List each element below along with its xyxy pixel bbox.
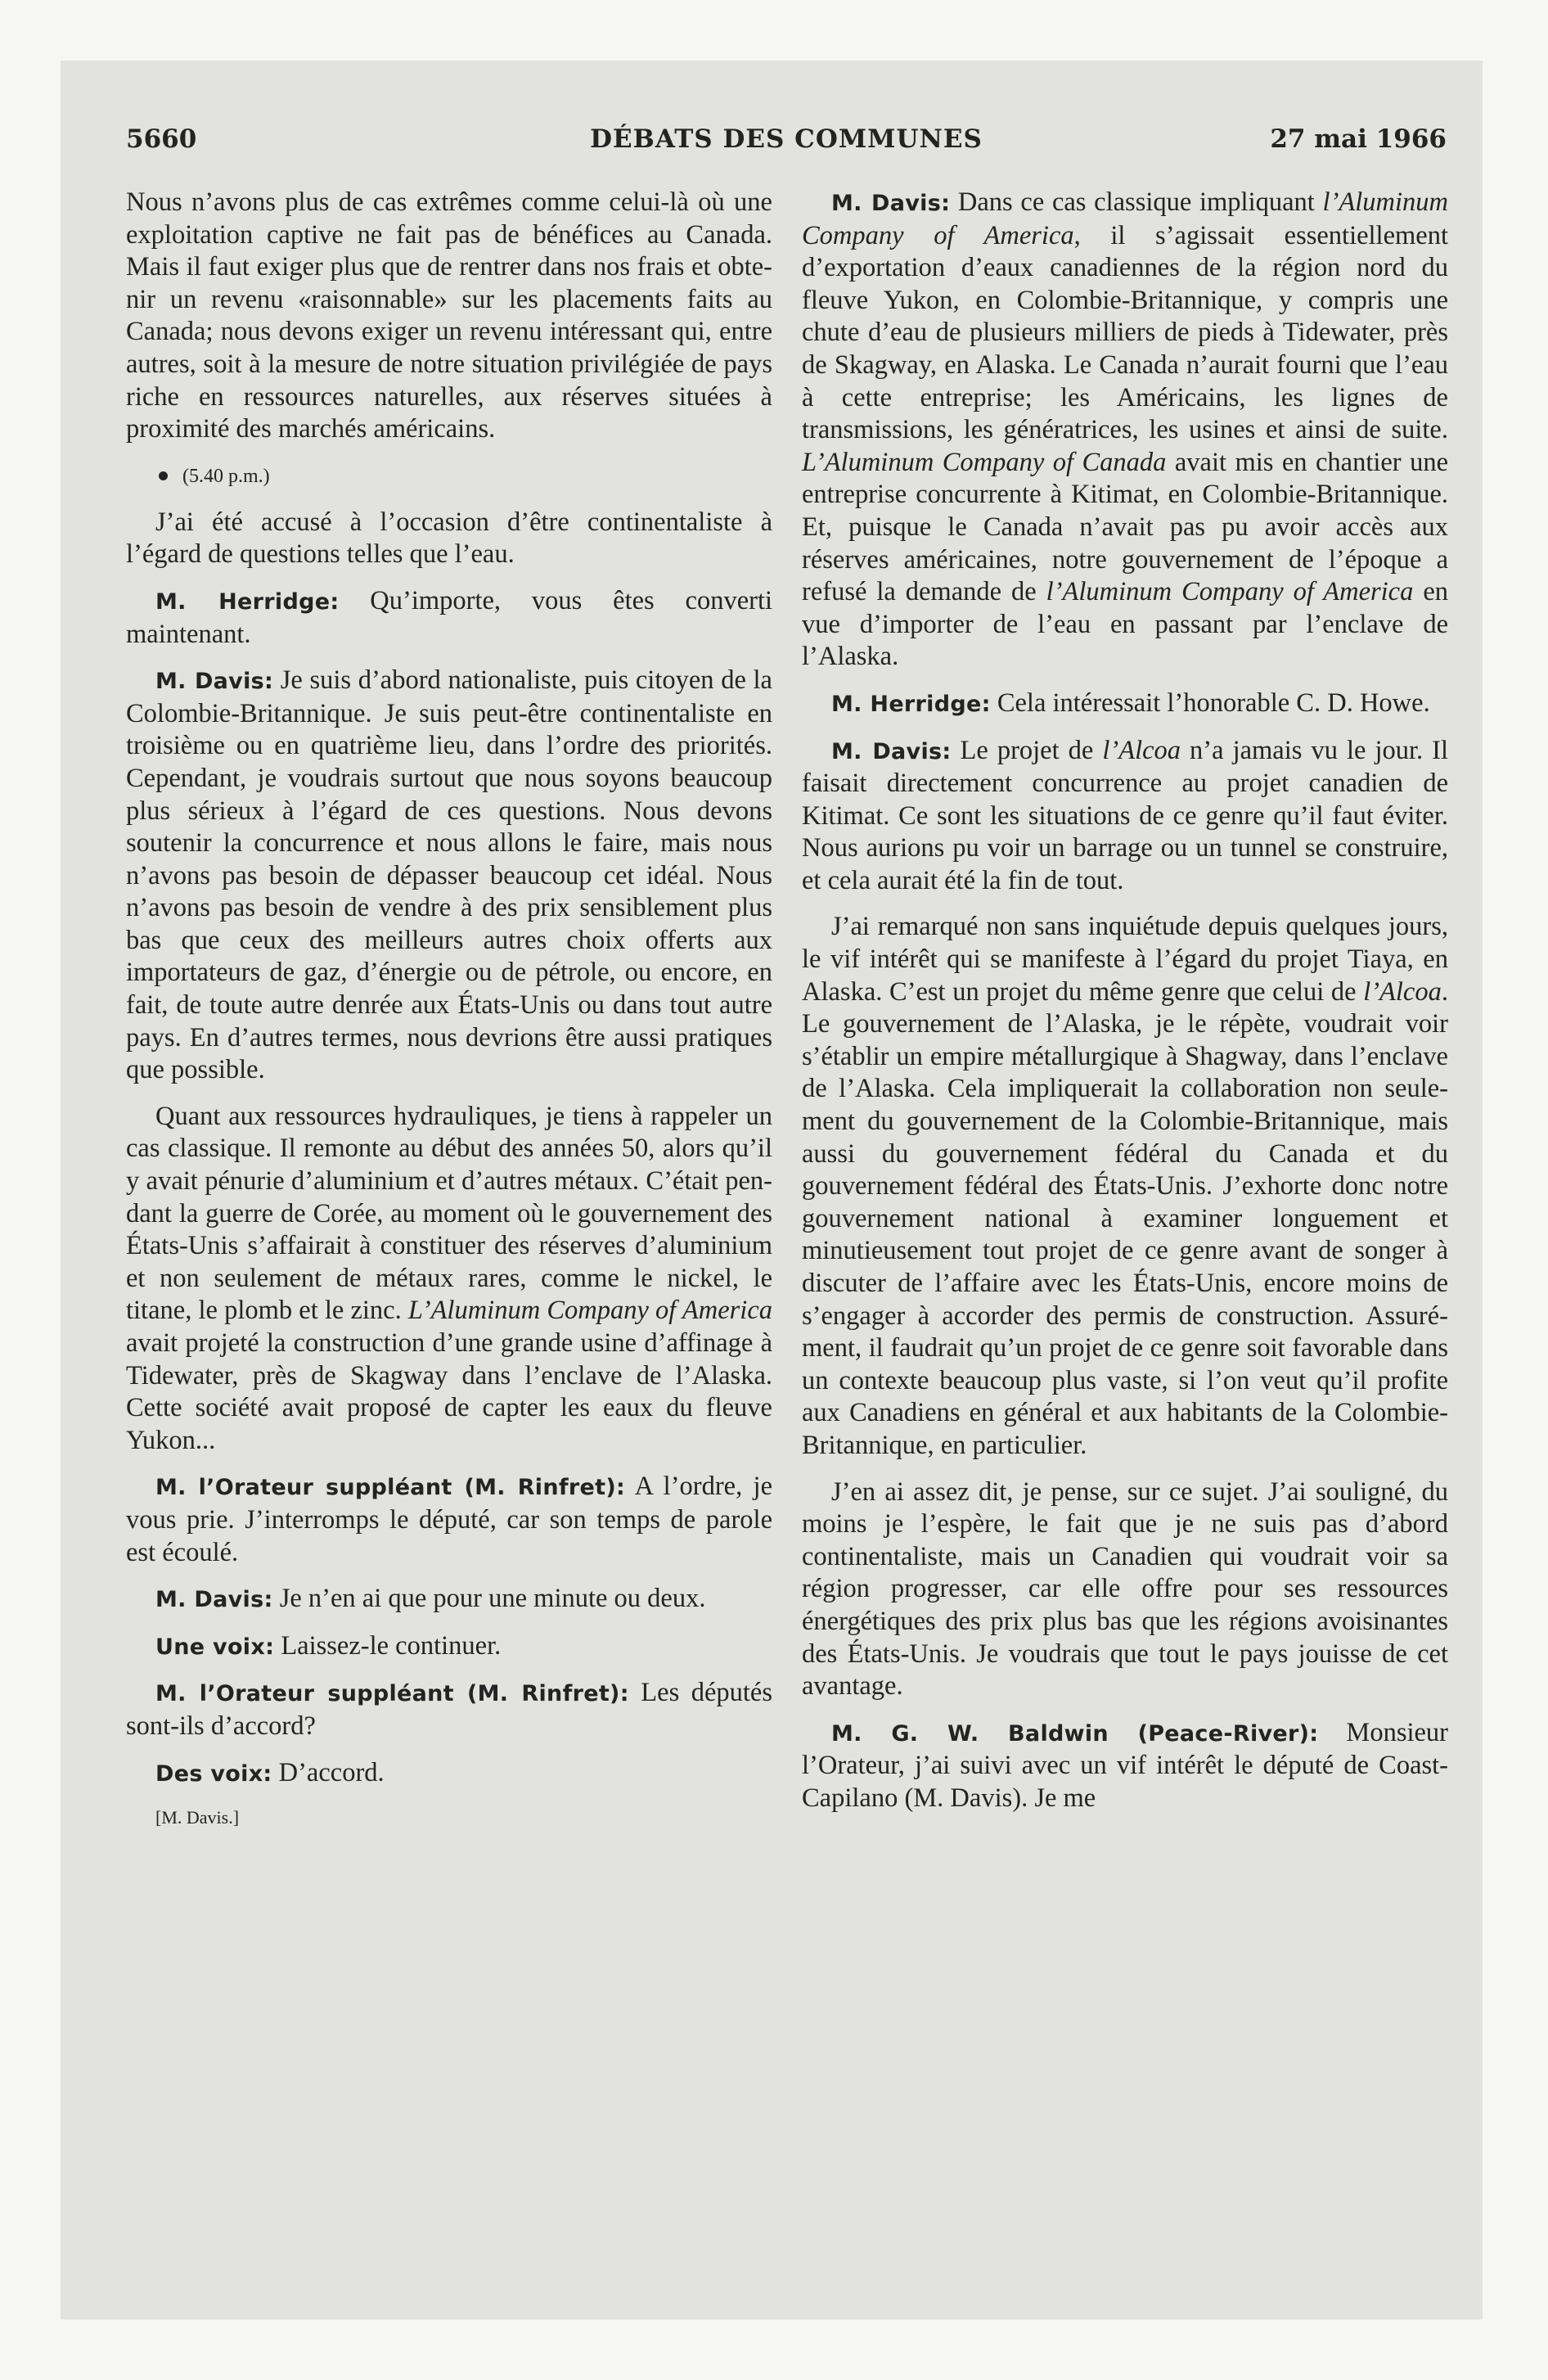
speaker-name: Une voix: xyxy=(155,1634,275,1660)
speech-text: Je suis d’abord nationaliste, puis citoyen de la Colombie-Britannique. Je suis peut-être continentaliste en troisième ou en quatrième lieu, dans l’ordre des priorités. Cependant, je voudrais surtout que nous soyons beaucoup plus sérieux à l’égard de ces questions. Nous devons soutenir la concurrence et nous allons le faire, mais nous n’avons pas besoin de dépasser beaucoup cet idéal. Nous n’avons pas besoin de vendre à des prix sensiblement plus bas que ceux des meilleurs autres choix offerts aux importateurs de gaz, d’énergie ou de pétrole, ou encore, en fait, de toute autre denrée aux États-Unis ou dans tout autre pays. En d’autres termes, nous devrions être aussi pratiques que possible. xyxy=(126,665,772,1085)
page-header xyxy=(126,123,1447,159)
company-name: l’Aluminum Company of America xyxy=(802,187,1449,250)
speech-text: Qu’importe, vous êtes converti maintenant. xyxy=(126,585,773,649)
paragraph: Nous n’avons plus de cas extrêmes comme celui-là où une exploitation captive ne fait pas de bénéfices au Canada. Mais il faut exiger plus que de rentrer dans nos frais et obtenir un revenu «raisonnable» sur les placements faits au Canada; nous devons exiger un revenu intéressant qui, entre autres, soit à la mesure de notre situation privilégiée de pays riche en ressources naturelles, aux réserves situées à proximité des marchés américains. xyxy=(126,187,772,444)
speech-text: A l’ordre, je vous prie. J’interromps le député, car son temps de parole est écoulé. xyxy=(126,1472,772,1567)
speech-text: en vue d’importer de l’eau en passant par l’enclave de l’Alaska. xyxy=(802,577,1448,672)
paragraph: J’en ai assez dit, je pense, sur ce sujet. J’ai souligné, du moins je l’espère, le fait que je ne suis pas d’abord continentaliste, mais un Canadien qui voudrait voir sa région progresser, car elle offre pour ses ressources énergétiques des prix plus bas que les régions avoisinantes des États-Unis. Je voudrais que tout le pays jouisse de cet avantage. xyxy=(802,1476,1448,1702)
speech-text: D’accord. xyxy=(278,1757,385,1787)
speech-des-voix xyxy=(126,1757,772,1791)
speaker-name: M. Herridge: xyxy=(831,691,991,717)
speaker-name: M. Davis: xyxy=(831,738,952,764)
speech-herridge xyxy=(126,585,772,651)
speech-davis xyxy=(126,665,772,1087)
speech-text: , il s’agissait essentiellement d’exportation d’eaux canadiennes de la région nord du fleuve Yukon, en Colombie-Britannique, y compris une chute d’eau de plusieurs milliers de pieds à Tidewater, près de Skagway, en Alaska. Le Canada n’aurait fourni que l’eau à cette entreprise; les Américains, les lignes de transmissions, les génératrices, les usines et ainsi de suite. xyxy=(802,220,1448,445)
speech-text: Cela intéressait l’honorable C. D. Howe. xyxy=(997,687,1430,718)
time-marker xyxy=(126,460,772,493)
bullet-icon xyxy=(159,471,168,480)
company-name: l’Alcoa xyxy=(1363,976,1442,1007)
speech-davis xyxy=(126,1583,772,1616)
company-name: l’Alcoa xyxy=(1102,735,1181,765)
speech-davis xyxy=(802,187,1448,674)
running-title: DÉBATS DES COMMUNES xyxy=(590,124,983,154)
page-date: 27 mai 1966 xyxy=(1270,124,1447,154)
speech-davis xyxy=(802,735,1448,898)
speech-text: Dans ce cas classique impliquant xyxy=(957,187,1323,217)
speaker-name: M. l’Orateur suppléant (M. Rinfret): xyxy=(155,1475,626,1501)
speech-text: Laissez-le continuer. xyxy=(281,1630,502,1661)
speech-text: Je n’en ai que pour une minute ou deux. xyxy=(279,1584,706,1614)
speaker-name: Des voix: xyxy=(155,1760,272,1787)
speech-orateur xyxy=(126,1471,772,1569)
speaker-name: M. G. W. Baldwin (Peace-River): xyxy=(831,1720,1319,1747)
paragraph-text: Quant aux ressources hydrauliques, je tiens à rappeler un cas classique. Il remonte au début des années 50, alors qu’il y avait pénurie d’aluminium et d’autres métaux. C’était pendant la guerre de Corée, au moment où le gouvernement des États-Unis s’affairait à constituer des réserves d’aluminium et non seulement de métaux rares, comme le nickel, le titane, le plomb et le zinc. xyxy=(126,1101,772,1326)
speech-text: avait mis en chantier une entreprise concurrente à Kitimat, en Colombie-Britannique. Et, puisque le Canada n’avait pas pu avoir accès aux réserves américaines, notre gouvernement de l’époque a refusé la demande de xyxy=(802,447,1448,607)
paragraph-text: avait projeté la construction d’une grande usine d’affinage à Tidewater, près de Skagway dans l’enclave de l’Alaska. Cette société avait proposé de capter les eaux du fleuve Yukon... xyxy=(126,1328,772,1455)
paragraph-text: J’ai remarqué non sans inquiétude depuis quelques jours, le vif intérêt qui se manifeste à l’égard du projet Tiaya, en Alaska. C’est un projet du même genre que celui de xyxy=(802,912,1448,1007)
right-column xyxy=(802,187,1448,1829)
paragraph: J’ai été accusé à l’occasion d’être continentaliste à l’égard de questions telles que l’eau. xyxy=(126,507,772,570)
speaker-attribution: [M. Davis.] xyxy=(155,1807,240,1828)
speech-une-voix xyxy=(126,1630,772,1664)
paragraph xyxy=(802,911,1448,1462)
time-marker-text: (5.40 p.m.) xyxy=(182,465,270,487)
paragraph-text: . Le gouvernement de l’Alaska, je le répète, voudrait voir s’établir un empire métallurgique à Shagway, dans l’enclave de l’Alaska. Cela impliquerait la collaboration non seulement du gouvernement de la Colombie-Britannique, mais aussi du gouvernement fédéral du Canada et du gouvernement fédéral des États-Unis. J’exhorte donc notre gouvernement national à examiner longuement et minutieusement tout projet de ce genre avant de songer à discuter de l’affaire avec les États-Unis, encore moins de s’engager à accorder des permis de construction. Assurément, il faudrait qu’un projet de ce genre soit favorable dans un contexte beaucoup plus vaste, si l’on veut qu’il profite aux Canadiens en général et aux habitants de la Colombie-Britannique, en particulier. xyxy=(802,976,1448,1460)
page-number: 5660 xyxy=(126,124,197,154)
speech-herridge xyxy=(802,687,1448,721)
speech-text: Monsieur l’Orateur, j’ai suivi avec un vif intérêt le député de Coast-Capilano (M. Davis). Je me xyxy=(802,1717,1448,1813)
speech-text: Les députés sont-ils d’accord? xyxy=(126,1678,772,1741)
speaker-name: M. Davis: xyxy=(155,669,274,695)
speech-text: Le projet de xyxy=(960,735,1103,765)
speaker-name: M. Davis: xyxy=(155,1587,273,1613)
speaker-name: M. Davis: xyxy=(831,191,951,216)
speech-baldwin xyxy=(802,1717,1448,1815)
speech-orateur xyxy=(126,1677,772,1742)
company-name: L’Aluminum Company of Canada xyxy=(802,447,1167,477)
speech-text: n’a jamais vu le jour. Il faisait directement concurrence au projet canadien de Kitimat. Ce sont les situations de ce genre qu’il faut éviter. Nous aurions pu voir un barrage ou un tunnel se construire, et cela aurait été la fin de tout. xyxy=(802,735,1449,895)
speaker-name: M. l’Orateur suppléant (M. Rinfret): xyxy=(155,1681,629,1707)
company-name: L’Aluminum Company of America xyxy=(407,1296,772,1326)
speaker-name: M. Herridge: xyxy=(155,588,340,615)
company-name: l’Aluminum Company of America xyxy=(1046,577,1414,607)
paragraph xyxy=(126,1101,772,1458)
left-column xyxy=(126,187,772,1846)
